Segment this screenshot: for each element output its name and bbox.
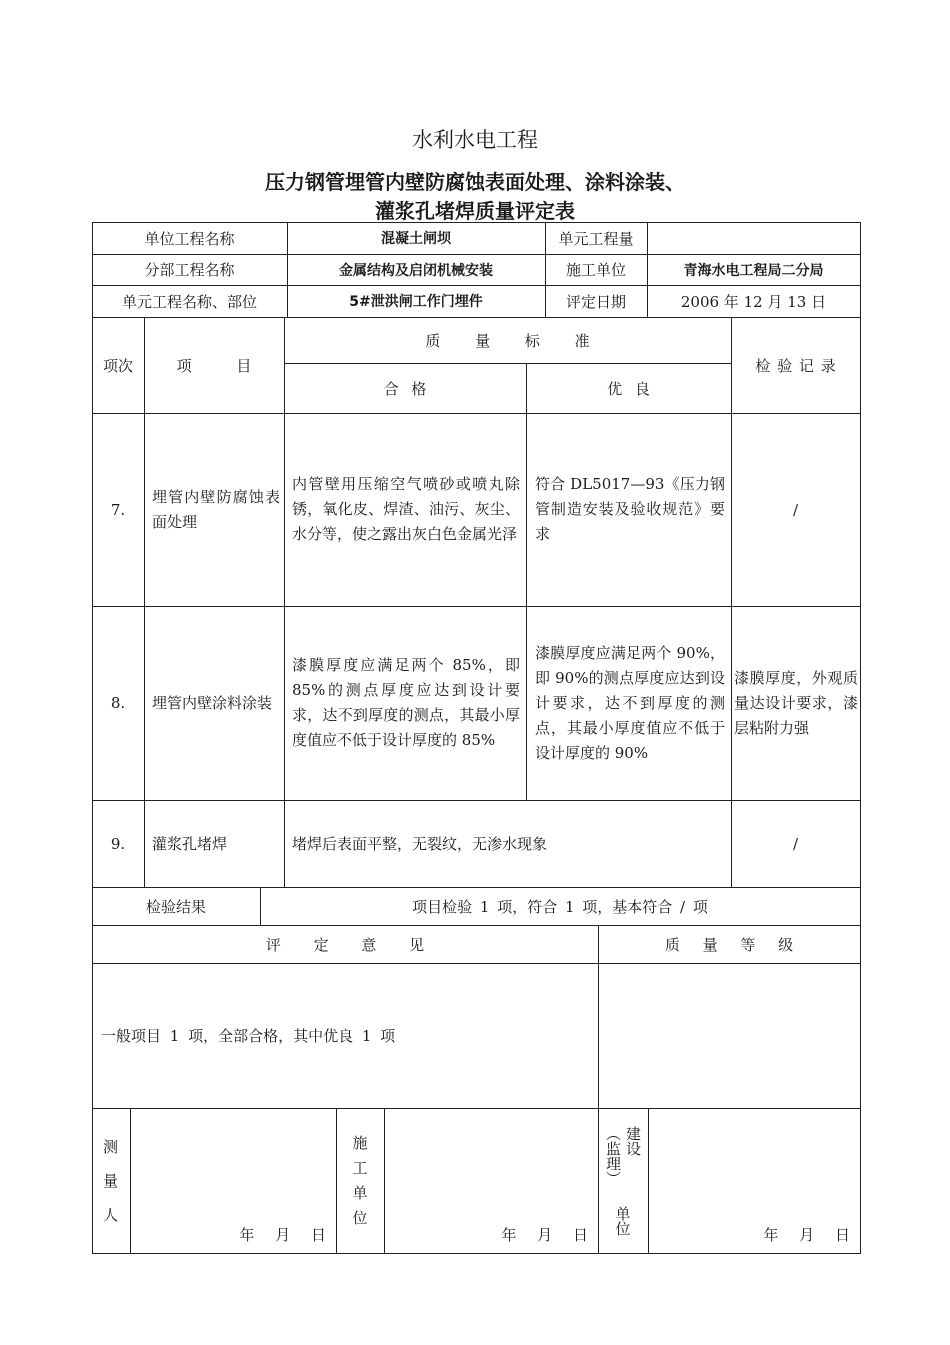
constructor-date: 年 月 日 <box>501 1225 588 1244</box>
element-name-label: 单元工程名称、部位 <box>121 292 257 311</box>
owner-label-b: （监理） <box>604 1125 622 1186</box>
row9-item: 灌浆孔堵焊 <box>152 835 228 853</box>
constructor-value: 青海水电工程局二分局 <box>683 262 824 279</box>
row9-record: / <box>792 834 799 853</box>
sub-project-label: 分部工程名称 <box>144 261 235 279</box>
owner-date: 年 月 日 <box>763 1225 850 1244</box>
col-qualified-header: 合 格 <box>383 379 427 398</box>
row8-record: 漆膜厚度，外观质量达设计要求，漆层粘附力强 <box>734 668 858 737</box>
row7-record: / <box>792 500 799 519</box>
grade-value <box>598 963 860 1108</box>
doc-category: 水利水电工程 <box>412 128 538 152</box>
result-value: 项目检验 1 项，符合 1 项，基本符合 / 项 <box>412 897 708 916</box>
unit-project-label: 单位工程名称 <box>144 229 235 248</box>
owner-label-c: 单位 <box>613 1205 632 1236</box>
owner-label-a: 建设 <box>624 1125 642 1156</box>
col-no-header: 项次 <box>102 356 133 375</box>
row8-no: 8. <box>110 694 126 712</box>
row8-qualified: 漆膜厚度应满足两个 85%，即 85%的测点厚度应达到设计要求，达不到厚度的测点，其最小厚度值应不低于设计厚度的 85% <box>292 656 520 749</box>
eval-date-value: 2006 年 12 月 13 日 <box>680 292 827 311</box>
col-excellent-header: 优 良 <box>607 379 650 398</box>
opinion-text: 一般项目 1 项，全部合格，其中优良 1 项 <box>101 1027 396 1045</box>
constructor-sign-label: 施工单位 <box>352 1133 368 1227</box>
row8-item: 埋管内壁涂料涂装 <box>152 693 273 712</box>
element-name-value: 5#泄洪闸工作门埋件 <box>349 294 483 310</box>
grade-header: 质 量 等 级 <box>664 935 794 954</box>
row7-excellent: 符合 DL5017—93《压力钢管制造安装及验收规范》要求 <box>535 475 725 543</box>
col-item-header: 项 目 <box>176 356 252 375</box>
unit-project-value: 混凝土闸坝 <box>381 231 451 247</box>
doc-title-line2: 灌浆孔堵焊质量评定表 <box>375 199 575 223</box>
row9-no: 9. <box>110 834 126 853</box>
col-record-header: 检 验 记 录 <box>755 356 836 375</box>
element-qty-value <box>647 222 860 254</box>
row7-qualified: 内管壁用压缩空气喷砂或喷丸除锈，氧化皮、焊渣、油污、灰尘、水分等，使之露出灰白色金属光泽 <box>292 475 520 543</box>
row7-item: 埋管内壁防腐蚀表面处理 <box>152 487 280 531</box>
surveyor-label: 测量人 <box>103 1137 133 1224</box>
row9-qualified: 堵焊后表面平整，无裂纹，无渗水现象 <box>292 835 548 853</box>
sub-project-value: 金属结构及启闭机械安装 <box>339 262 493 279</box>
doc-title-line1: 压力钢管埋管内壁防腐蚀表面处理、涂料涂装、 <box>265 170 685 194</box>
col-standard-header: 质 量 标 准 <box>425 331 590 350</box>
element-qty-label: 单元工程量 <box>558 229 634 248</box>
row7-no: 7. <box>110 500 126 519</box>
opinion-header: 评 定 意 见 <box>265 935 425 954</box>
constructor-label: 施工单位 <box>565 261 626 279</box>
result-label: 检验结果 <box>145 897 206 916</box>
eval-date-label: 评定日期 <box>565 292 626 311</box>
row8-excellent: 漆膜厚度应满足两个 90%，即 90%的测点厚度应达到设计要求，达不到厚度的测点，其最小厚度值应不低于设计厚度的 90% <box>535 643 725 762</box>
surveyor-date: 年 月 日 <box>239 1225 326 1244</box>
